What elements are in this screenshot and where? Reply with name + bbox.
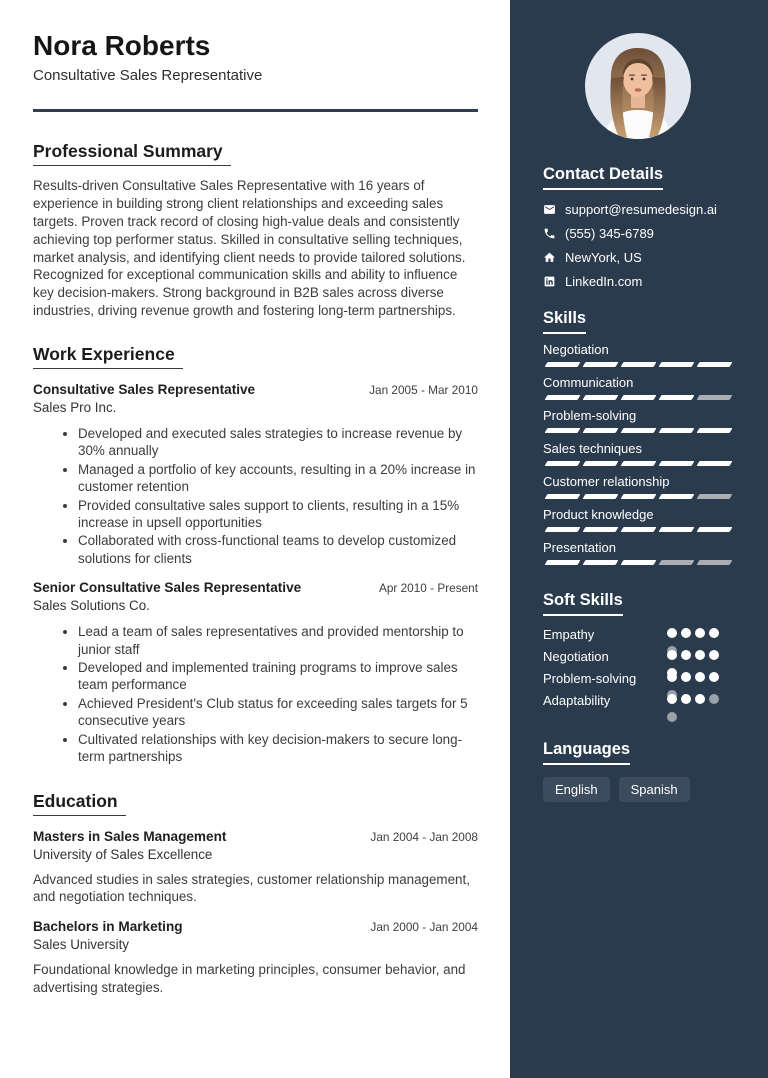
skill-row <box>543 541 733 565</box>
section-professional-summary <box>33 141 478 320</box>
language-chip: English <box>543 777 610 802</box>
languages-heading: Languages <box>543 740 630 765</box>
skill-bar-segment <box>697 362 733 367</box>
soft-skill-dot <box>681 694 691 704</box>
soft-skill-row <box>543 628 733 650</box>
skill-bar-segment <box>545 560 581 565</box>
contact-item-linkedin <box>543 274 733 289</box>
skill-bar-segment <box>621 527 657 532</box>
skill-row <box>543 376 733 400</box>
soft-skill-dot <box>667 672 677 682</box>
skill-bar-segment <box>583 494 619 499</box>
job-title: Consultative Sales Representative <box>33 381 256 397</box>
section-education <box>33 791 478 997</box>
section-work-experience <box>33 344 478 766</box>
skill-bar <box>543 362 733 367</box>
soft-skill-dot <box>709 672 719 682</box>
skill-bar-segment <box>621 494 657 499</box>
soft-skill-dot <box>695 694 705 704</box>
job-title: Senior Consultative Sales Representative <box>33 580 302 596</box>
job-entry <box>33 382 478 567</box>
job-company: Sales Solutions Co. <box>33 598 150 614</box>
skill-row <box>543 508 733 532</box>
skill-bar-segment <box>545 395 581 400</box>
section-soft-skills <box>543 591 733 716</box>
skill-bar-segment <box>545 461 581 466</box>
section-skills <box>543 309 733 565</box>
soft-skill-dot <box>667 712 677 722</box>
skill-bar-segment <box>621 560 657 565</box>
soft-skill-dot <box>695 650 705 660</box>
soft-skill-dot <box>681 650 691 660</box>
skill-bar-segment <box>659 362 695 367</box>
skill-bar-segment <box>697 494 733 499</box>
job-bullet: • Cultivated relationships with key decision-makers to secure long-term partnerships <box>78 731 478 766</box>
skill-bar-segment <box>583 395 619 400</box>
contact-email-text: support@resumedesign.ai <box>565 202 717 217</box>
skill-bar-segment <box>659 494 695 499</box>
contact-item-phone <box>543 226 733 241</box>
job-bullet: • Achieved President's Club status for exceeding sales targets for 5 consecutive years <box>78 695 478 730</box>
contact-list <box>543 202 733 289</box>
work-heading: Work Experience <box>33 344 183 369</box>
soft-skill-dots <box>667 650 733 660</box>
skill-label: Negotiation <box>543 342 609 357</box>
soft-skill-row <box>543 650 733 672</box>
header-divider <box>33 109 478 112</box>
skill-bar <box>543 428 733 433</box>
summary-heading: Professional Summary <box>33 141 231 166</box>
language-chips <box>543 777 733 802</box>
skill-bar-segment <box>659 461 695 466</box>
education-entry <box>33 919 478 997</box>
skill-bar-segment <box>545 428 581 433</box>
education-entry <box>33 829 478 907</box>
skill-bar-segment <box>659 527 695 532</box>
skill-bar-segment <box>583 527 619 532</box>
soft-skill-dot <box>667 650 677 660</box>
soft-skill-dot <box>709 694 719 704</box>
section-contact-details <box>543 165 733 289</box>
school-name: University of Sales Excellence <box>33 846 213 862</box>
linkedin-icon <box>543 275 556 288</box>
job-bullet: • Lead a team of sales representatives and provided mentorship to junior staff <box>78 623 478 658</box>
degree-title: Masters in Sales Management <box>33 828 227 844</box>
skill-bar-segment <box>545 494 581 499</box>
job-entry <box>33 580 478 765</box>
skill-row <box>543 343 733 367</box>
section-languages <box>543 740 733 802</box>
skill-bar <box>543 461 733 466</box>
job-bullet: • Developed and implemented training programs to improve sales team performance <box>78 659 478 694</box>
job-bullet-list <box>33 425 478 567</box>
sidebar <box>510 0 768 1078</box>
soft-skills-heading: Soft Skills <box>543 591 623 616</box>
skill-label: Presentation <box>543 540 616 555</box>
soft-skill-label: Adaptability <box>543 693 611 708</box>
summary-text: Results-driven Consultative Sales Representative with 16 years of experience in building strong client relationships and exceeding sales targets. Proven track record of closing high-value deals and consistently achieving top performer status. Skilled in consultative selling techniques, market analysis, and identifying client needs to provide tailored solutions. Recognized for exceptional communication skills and ability to influence key decision-makers. Strong background in B2B sales across diverse industries, driving revenue growth and fostering long-term partnerships. <box>33 178 466 318</box>
skill-bar-segment <box>697 461 733 466</box>
skill-label: Communication <box>543 375 634 390</box>
envelope-icon <box>543 203 556 216</box>
job-dates: Apr 2010 - Present <box>378 581 478 596</box>
avatar-illustration <box>585 33 691 139</box>
job-bullet: • Provided consultative sales support to clients, resulting in a 15% increase in upsell opportunities <box>78 497 478 532</box>
soft-skill-dots <box>667 672 733 682</box>
skill-label: Customer relationship <box>543 474 670 489</box>
skill-row <box>543 409 733 433</box>
soft-skill-label: Problem-solving <box>543 671 637 686</box>
school-name: Sales University <box>33 937 129 953</box>
job-bullet-list <box>33 623 478 765</box>
skill-bar-segment <box>583 560 619 565</box>
skill-bar <box>543 494 733 499</box>
education-heading: Education <box>33 791 126 816</box>
education-description: Advanced studies in sales strategies, customer relationship management, and negotiation techniques. <box>33 871 470 905</box>
soft-skill-dot <box>695 628 705 638</box>
skill-bar-segment <box>583 461 619 466</box>
soft-skill-dot <box>709 650 719 660</box>
home-icon <box>543 251 556 264</box>
skill-row <box>543 475 733 499</box>
skill-bar <box>543 527 733 532</box>
skill-bar-segment <box>621 395 657 400</box>
language-chip: Spanish <box>619 777 690 802</box>
skill-bar-segment <box>621 362 657 367</box>
soft-skill-dots <box>667 694 733 704</box>
skill-bar-segment <box>659 560 695 565</box>
skill-bar-segment <box>583 428 619 433</box>
job-dates: Jan 2005 - Mar 2010 <box>369 382 478 397</box>
job-company: Sales Pro Inc. <box>33 399 117 415</box>
person-name: Nora Roberts <box>33 30 211 61</box>
degree-title: Bachelors in Marketing <box>33 919 183 935</box>
skill-bar-segment <box>545 527 581 532</box>
soft-skill-dot <box>667 628 677 638</box>
skill-label: Sales techniques <box>543 441 643 456</box>
skill-bar-segment <box>697 560 733 565</box>
skill-bar-segment <box>621 461 657 466</box>
job-bullet: • Collaborated with cross-functional teams to develop customized solutions for clients <box>78 532 478 567</box>
soft-skill-dot <box>681 628 691 638</box>
soft-skill-dot <box>667 694 677 704</box>
contact-item-location <box>543 250 733 265</box>
skill-bar-segment <box>621 428 657 433</box>
contact-heading: Contact Details <box>543 165 663 190</box>
profile-photo <box>585 33 691 139</box>
person-job-title: Consultative Sales Representative <box>33 67 263 85</box>
degree-dates: Jan 2004 - Jan 2008 <box>370 829 478 844</box>
contact-item-email <box>543 202 733 217</box>
phone-icon <box>543 227 556 240</box>
skill-label: Product knowledge <box>543 507 654 522</box>
soft-skill-label: Negotiation <box>543 649 609 664</box>
skills-heading: Skills <box>543 309 586 334</box>
contact-location-text: NewYork, US <box>565 250 642 265</box>
job-bullet: • Developed and executed sales strategies to increase revenue by 30% annually <box>78 425 478 460</box>
soft-skill-dot <box>709 628 719 638</box>
education-description: Foundational knowledge in marketing principles, consumer behavior, and advertising strategies. <box>33 962 466 996</box>
contact-linkedin-text: LinkedIn.com <box>565 274 643 289</box>
soft-skills-list <box>543 628 733 716</box>
soft-skill-dot <box>681 672 691 682</box>
skill-bar-segment <box>583 362 619 367</box>
soft-skill-row <box>543 672 733 694</box>
degree-dates: Jan 2000 - Jan 2004 <box>370 920 478 935</box>
skill-label: Problem-solving <box>543 408 637 423</box>
soft-skill-label: Empathy <box>543 627 595 642</box>
contact-phone-text: (555) 345-6789 <box>565 226 654 241</box>
soft-skill-row <box>543 694 733 716</box>
skill-bar-segment <box>697 395 733 400</box>
soft-skill-dots <box>667 628 733 638</box>
skill-bar <box>543 560 733 565</box>
skill-bar-segment <box>659 395 695 400</box>
job-bullet: • Managed a portfolio of key accounts, resulting in a 20% increase in customer retention <box>78 461 478 496</box>
skill-bar-segment <box>697 428 733 433</box>
skill-row <box>543 442 733 466</box>
soft-skill-dot <box>695 672 705 682</box>
skill-bar-segment <box>545 362 581 367</box>
skill-bar <box>543 395 733 400</box>
skill-bar-segment <box>659 428 695 433</box>
skill-bar-segment <box>697 527 733 532</box>
